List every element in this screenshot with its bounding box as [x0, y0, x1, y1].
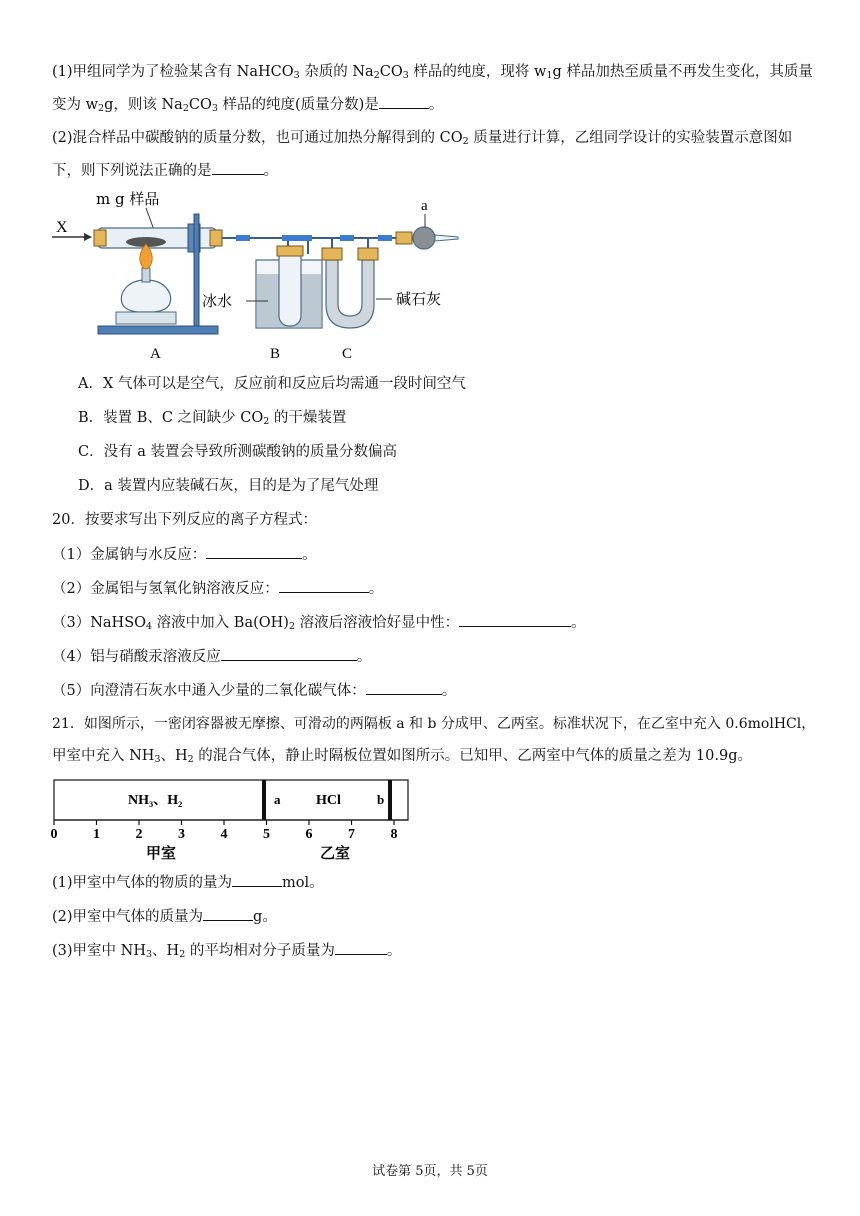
scale-tick-label: 8 — [390, 827, 398, 842]
q20-item2: （2）金属铝与氢氧化钠溶液反应： 。 — [52, 578, 383, 599]
scale-tick-label: 4 — [220, 827, 228, 842]
scale-tick-label: 1 — [93, 827, 100, 842]
q20-item5: （5）向澄清石灰水中通入少量的二氧化碳气体： 。 — [52, 680, 456, 701]
q21-sub2: (2)甲室中气体的质量为 g。 — [52, 906, 277, 927]
nh3-h2-label: NH₃、H₂ — [128, 793, 183, 808]
q19-part1-line1: (1)甲组同学为了检验某含有 NaHCO$_3$ 杂质的 $Na_2CO_3$ 样品的纯度，现将 $w_1g$ 样品加热至质量不再发生变化，其质量 — [52, 64, 813, 81]
room-jia-label: 甲室 — [146, 844, 177, 862]
q20-item4: （4）铝与硝酸汞溶液反应 。 — [52, 646, 371, 667]
container-box — [54, 780, 408, 820]
partition-b — [388, 780, 392, 820]
hose-4 — [378, 235, 392, 241]
room-yi-label: 乙室 — [320, 844, 351, 862]
sample-label: m g 样品 — [96, 190, 160, 208]
stand-rod — [194, 214, 199, 332]
stand-base — [98, 326, 218, 334]
answer-blank[interactable] — [212, 160, 264, 175]
lamp-wick-holder — [142, 268, 150, 282]
stopper-b — [277, 246, 303, 256]
device-A-label: A — [150, 346, 161, 362]
stopper-c-left — [322, 248, 342, 260]
q21-line2: 甲室中充入 $NH_3$、$H_2$ 的混合气体，静止时隔板位置如图所示。已知甲、乙两室中气体的质量之差为 10.9g。 — [52, 748, 752, 765]
answer-blank[interactable] — [232, 872, 282, 887]
soda-lime-label: 碱石灰 — [396, 290, 442, 308]
device-a-label: a — [421, 198, 428, 214]
drying-bulb-a — [413, 227, 435, 249]
hose-2 — [282, 235, 312, 241]
q21-sub1: (1)甲室中气体的物质的量为 mol。 — [52, 872, 324, 893]
alcohol-lamp — [121, 280, 170, 312]
scale-ticks — [51, 820, 398, 842]
q19-part1-line2: 变为 $w_2g$，则该 $Na_2CO_3$ 样品的纯度(质量分数)是 。 — [52, 94, 443, 115]
answer-blank[interactable] — [335, 940, 387, 955]
apparatus-diagram — [50, 184, 470, 364]
scale-tick-label: 7 — [348, 827, 355, 842]
hcl-label: HCl — [316, 793, 341, 808]
answer-blank[interactable] — [366, 680, 442, 695]
ice-water-label: 冰水 — [202, 292, 233, 310]
hose-3 — [340, 235, 354, 241]
q20-title: 20．按要求写出下列反应的离子方程式： — [52, 512, 317, 528]
option-C: C．没有 a 装置会导致所测碳酸钠的质量分数偏高 — [78, 444, 397, 460]
scale-tick-label: 5 — [263, 827, 270, 842]
option-A: A．X 气体可以是空气，反应前和反应后均需通一段时间空气 — [78, 376, 466, 392]
stopper-a — [396, 232, 412, 244]
q21-line1: 21．如图所示，一密闭容器被无摩擦、可滑动的两隔板 a 和 b 分成甲、乙两室。标准状况下，在乙室中充入 0.6molHCl， — [52, 716, 816, 732]
x-gas-label: X — [56, 219, 68, 236]
option-B: B．装置 B、C 之间缺少 $CO_2$ 的干燥装置 — [78, 410, 347, 427]
u-test-tube — [279, 248, 301, 326]
q20-item1: （1）金属钠与水反应： 。 — [52, 544, 317, 565]
page-footer: 试卷第 5页，共 5页 — [372, 1164, 488, 1179]
q19-part2-line2: 下，则下列说法正确的是 。 — [52, 160, 278, 181]
q19-part2-line1: (2)混合样品中碳酸钠的质量分数，也可通过加热分解得到的 $CO_2$ 质量进行计算，乙组同学设计的实验装置示意图如 — [52, 130, 793, 147]
answer-blank[interactable] — [221, 646, 357, 661]
scale-tick-label: 0 — [50, 827, 58, 842]
scale-tick-label: 3 — [178, 827, 185, 842]
partition-a-label: a — [274, 792, 281, 807]
device-B-label: B — [270, 346, 281, 362]
q21-sub3: (3)甲室中 $NH_3$、$H_2$ 的平均相对分子质量为 。 — [52, 940, 401, 961]
q20-item3: （3）NaHSO$_4$ 溶液中加入 $Ba(OH)_2$ 溶液后溶液恰好显中性： 。 — [52, 612, 586, 633]
container-diagram — [48, 776, 418, 864]
answer-blank[interactable] — [459, 612, 571, 627]
option-D: D．a 装置内应装碱石灰，目的是为了尾气处理 — [78, 478, 379, 494]
u-tube-soda-lime — [326, 260, 374, 328]
tube-tip — [435, 235, 458, 241]
hose-1 — [236, 235, 250, 241]
scale-tick-label: 2 — [135, 827, 143, 842]
stopper-left — [94, 230, 106, 246]
lamp-base — [116, 312, 176, 324]
answer-blank[interactable] — [379, 94, 429, 109]
answer-blank[interactable] — [203, 906, 253, 921]
partition-a — [262, 780, 266, 820]
stopper-c-right — [358, 248, 378, 260]
stopper-right — [210, 230, 222, 246]
partition-b-label: b — [377, 792, 385, 807]
scale-tick-label: 6 — [305, 827, 313, 842]
answer-blank[interactable] — [279, 578, 369, 593]
answer-blank[interactable] — [206, 544, 302, 559]
device-C-label: C — [342, 346, 353, 362]
